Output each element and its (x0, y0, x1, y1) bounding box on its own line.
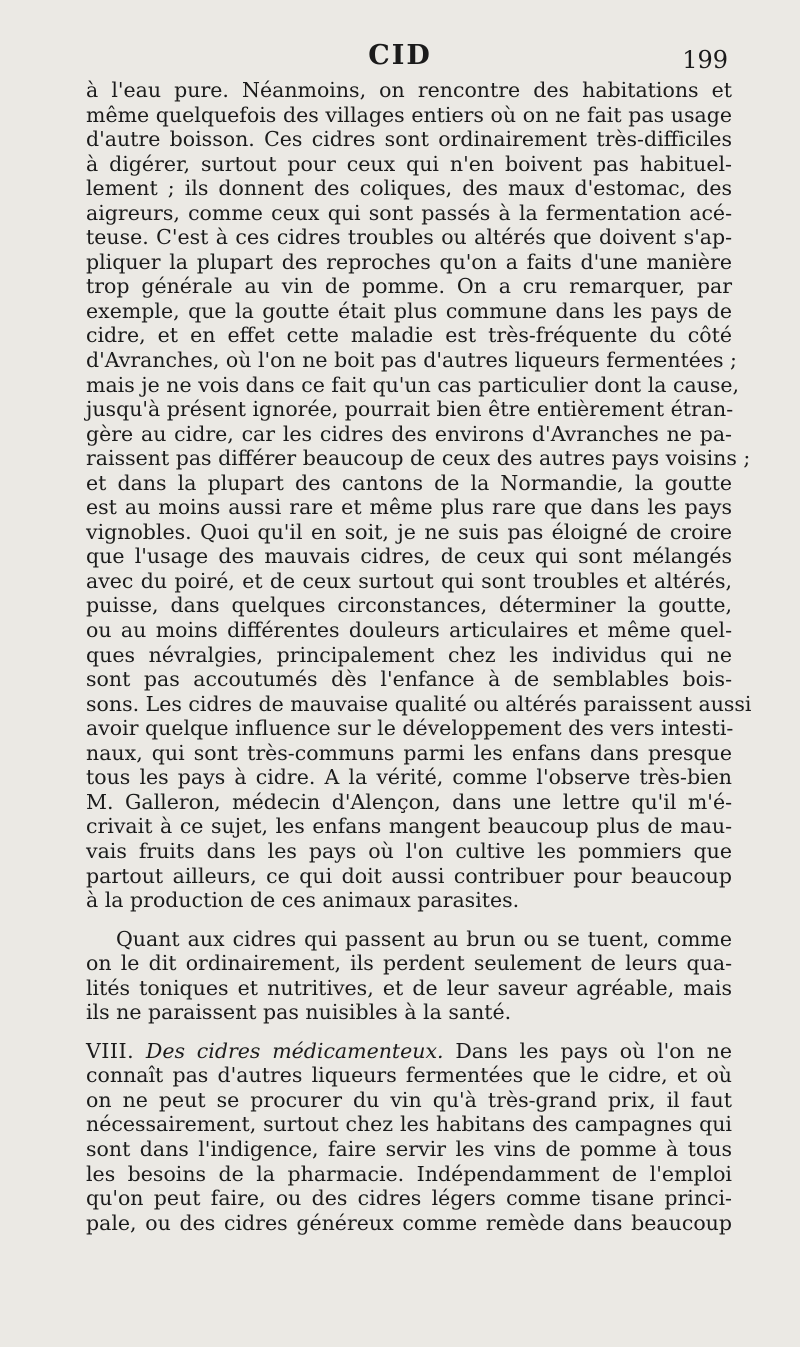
text-line: sons. Les cidres de mauvaise qualité ou altérés paraissent aussi (86, 691, 752, 716)
text-line: crivait à ce sujet, les enfans mangent beaucoup plus de mau- (86, 814, 732, 839)
text-line: connaît pas d'autres liqueurs fermentées que le cidre, et où (86, 1063, 732, 1088)
text-line: avoir quelque influence sur le développement des vers intesti- (86, 716, 734, 741)
text-line: ques névralgies, principalement chez les individus qui ne (86, 642, 732, 667)
page-number: 199 (682, 46, 728, 74)
text-line: est au moins aussi rare et même plus rare que dans les pays (86, 495, 732, 520)
text-line: on ne peut se procurer du vin qu'à très-grand prix, il faut (86, 1087, 732, 1112)
section-cidres-medicamenteux (86, 1039, 732, 1235)
text-line: pale, ou des cidres généreux comme remède dans beaucoup (86, 1210, 732, 1235)
section-title: Des cidres médicamenteux. (145, 1038, 444, 1063)
text-line: lités toniques et nutritives, et de leur saveur agréable, mais (86, 975, 732, 1000)
text-line: à la production de ces animaux parasites. (86, 888, 520, 913)
text-line: même quelquefois des villages entiers où on ne fait pas usage (86, 102, 732, 127)
text-line: teuse. C'est à ces cidres troubles ou altérés que doivent s'ap- (86, 225, 732, 250)
paragraph-gap (86, 1025, 732, 1039)
text-line: partout ailleurs, ce qui doit aussi contribuer pour beaucoup (86, 863, 732, 888)
text-line: à digérer, surtout pour ceux qui n'en boivent pas habituel- (86, 151, 732, 176)
text-line: naux, qui sont très-communs parmi les enfans dans presque (86, 740, 732, 765)
text-line: exemple, que la goutte était plus commune dans les pays de (86, 298, 732, 323)
text-line: ou au moins différentes douleurs articulaires et même quel- (86, 618, 732, 643)
page-body (86, 78, 752, 1235)
section-text (86, 1063, 732, 1235)
text-line: on le dit ordinairement, ils perdent seulement de leurs qua- (86, 951, 732, 976)
text-line: M. Galleron, médecin d'Alençon, dans une lettre qu'il m'é- (86, 789, 732, 814)
text-line: Quant aux cidres qui passent au brun ou se tuent, comme (116, 926, 732, 951)
text-line: à l'eau pure. Néanmoins, on rencontre des habitations et (86, 78, 732, 102)
text-line: avec du poiré, et de ceux surtout qui sont troubles et altérés, (86, 568, 732, 593)
text-line: raissent pas différer beaucoup de ceux des autres pays voisins ; (86, 446, 751, 471)
text-line: puisse, dans quelques circonstances, déterminer la goutte, (86, 593, 732, 618)
section-number: VIII. (86, 1038, 135, 1063)
text-line: jusqu'à présent ignorée, pourrait bien être entièrement étran- (86, 397, 734, 422)
running-head: CID (368, 40, 432, 71)
section-first-line (86, 1039, 732, 1064)
text-line: trop générale au vin de pomme. On a cru remarquer, par (86, 274, 732, 299)
text-line: qu'on peut faire, ou des cidres légers comme tisane princi- (86, 1186, 732, 1211)
text-line: vais fruits dans les pays où l'on cultive les pommiers que (86, 838, 732, 863)
paragraph-gap (86, 913, 732, 927)
text-line: cidre, et en effet cette maladie est très-fréquente du côté (86, 323, 732, 348)
text-line: que l'usage des mauvais cidres, de ceux qui sont mélangés (86, 544, 732, 569)
page-header (0, 40, 800, 80)
text-line: nécessairement, surtout chez les habitans des campagnes qui (86, 1112, 732, 1137)
text-line: gère au cidre, car les cidres des environs d'Avranches ne pa- (86, 421, 732, 446)
text-line: d'autre boisson. Ces cidres sont ordinairement très-difficiles (86, 127, 732, 152)
paragraph-cidres-bruns (86, 927, 732, 1025)
text-line: d'Avranches, où l'on ne boit pas d'autres liqueurs fermentées ; (86, 348, 737, 373)
text-line: pliquer la plupart des reproches qu'on a faits d'une manière (86, 249, 732, 274)
text-line: sont dans l'indigence, faire servir les vins de pomme à tous (86, 1136, 732, 1161)
text-line: et dans la plupart des cantons de la Normandie, la goutte (86, 470, 732, 495)
paragraph-goutte (86, 78, 752, 913)
text-line: aigreurs, comme ceux qui sont passés à la fermentation acé- (86, 200, 732, 225)
text-line: les besoins de la pharmacie. Indépendamment de l'emploi (86, 1161, 732, 1186)
text-line: lement ; ils donnent des coliques, des maux d'estomac, des (86, 176, 732, 201)
section-first-line-text: Dans les pays où l'on ne (455, 1038, 732, 1063)
text-line: tous les pays à cidre. A la vérité, comme l'observe très-bien (86, 765, 732, 790)
text-line: ils ne paraissent pas nuisibles à la santé. (86, 1000, 512, 1025)
text-line: vignobles. Quoi qu'il en soit, je ne suis pas éloigné de croire (86, 519, 732, 544)
text-line: mais je ne vois dans ce fait qu'un cas particulier dont la cause, (86, 372, 740, 397)
text-line: sont pas accoutumés dès l'enfance à de semblables bois- (86, 667, 732, 692)
